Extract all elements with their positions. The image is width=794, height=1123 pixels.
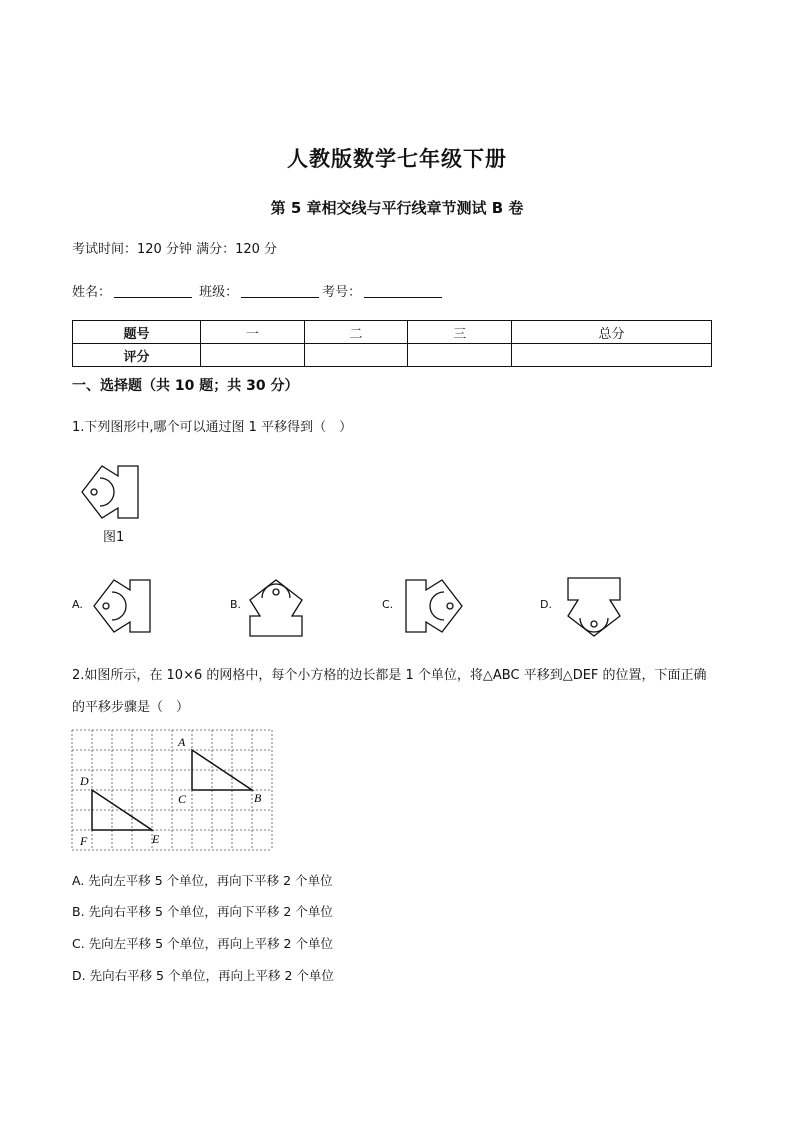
number-label: 考号： — [322, 285, 362, 300]
point-label-a: A — [178, 735, 186, 749]
question-2-stem-line2: 的平移步骤是（ ） — [72, 700, 190, 715]
q1-option-a-label[interactable]: A. — [72, 598, 83, 611]
score-table-cell: 总分 — [512, 321, 712, 344]
number-field[interactable] — [364, 285, 442, 298]
score-table-cell: 三 — [408, 321, 512, 344]
score-table-cell: 二 — [304, 321, 408, 344]
point-label-f: F — [80, 834, 88, 848]
figure-1-arrow-shape — [80, 464, 142, 522]
score-table-cell: 评分 — [73, 344, 201, 367]
q1-option-b-label[interactable]: B. — [230, 598, 242, 611]
section-heading: 一、选择题（共 10 题；共 30 分） — [72, 378, 299, 394]
point-label-e: E — [152, 832, 160, 846]
student-info-line — [72, 281, 445, 300]
q1-option-b-shape[interactable] — [248, 578, 306, 640]
question-2-stem-line1: 2.如图所示，在 10×6 的网格中，每个小方格的边长都是 1 个单位，将△ABC 平移到△DEF 的位置，下面正确 — [72, 668, 707, 683]
q1-option-a-shape[interactable] — [92, 578, 154, 636]
q1-option-d-shape[interactable] — [566, 576, 624, 638]
class-label: 班级： — [199, 285, 239, 300]
point-label-d: D — [80, 774, 89, 788]
q2-grid-figure — [72, 730, 272, 850]
score-table-cell: 题号 — [73, 321, 201, 344]
figure-1-caption: 图1 — [103, 530, 125, 545]
exam-time-info: 考试时间：120 分钟 满分：120 分 — [72, 242, 278, 257]
q2-option-a[interactable]: A. 先向左平移 5 个单位，再向下平移 2 个单位 — [72, 873, 333, 888]
q1-option-c-label[interactable]: C. — [382, 598, 394, 611]
page-title: 人教版数学七年级下册 — [287, 147, 507, 171]
score-input-cell[interactable] — [304, 344, 408, 367]
score-table-score-row — [73, 344, 712, 367]
class-field[interactable] — [241, 285, 319, 298]
q1-option-c-shape[interactable] — [402, 578, 464, 636]
q2-option-c[interactable]: C. 先向左平移 5 个单位，再向上平移 2 个单位 — [72, 936, 333, 951]
score-input-cell[interactable] — [512, 344, 712, 367]
q1-option-d-label[interactable]: D. — [540, 598, 552, 611]
score-input-cell[interactable] — [408, 344, 512, 367]
q2-option-b[interactable]: B. 先向右平移 5 个单位，再向下平移 2 个单位 — [72, 904, 333, 919]
score-table-header-row — [73, 321, 712, 344]
point-label-c: C — [178, 792, 187, 806]
q2-option-d[interactable]: D. 先向右平移 5 个单位，再向上平移 2 个单位 — [72, 968, 334, 983]
score-input-cell[interactable] — [201, 344, 305, 367]
name-label: 姓名： — [72, 285, 112, 300]
page-subtitle: 第 5 章相交线与平行线章节测试 B 卷 — [270, 199, 524, 217]
score-table-cell: 一 — [201, 321, 305, 344]
point-label-b: B — [254, 791, 262, 805]
score-table — [72, 320, 712, 367]
name-field[interactable] — [114, 285, 192, 298]
question-1-stem: 1.下列图形中,哪个可以通过图 1 平移得到（ ） — [72, 420, 353, 435]
